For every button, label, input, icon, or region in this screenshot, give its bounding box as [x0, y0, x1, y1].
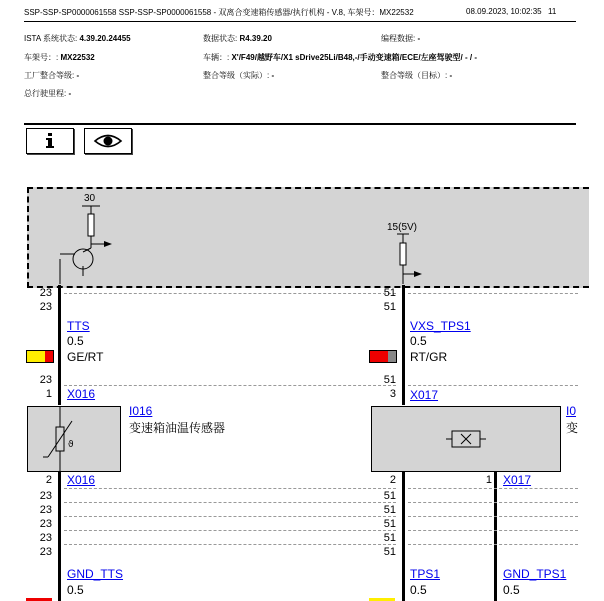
actual-level: 整合等级（实际）: - — [203, 71, 275, 80]
left-wire-lower — [58, 470, 61, 601]
ista-status: ISTA 系统状态: 4.39.20.24455 — [24, 34, 131, 43]
component-name: 变 — [566, 421, 579, 435]
wire-size: 0.5 — [503, 583, 520, 597]
left-terminal-label: 30 — [84, 193, 96, 204]
print-datetime: 08.09.2023, 10:02:35 — [466, 7, 542, 16]
connector-link-x017[interactable]: X017 — [410, 388, 439, 402]
vin: 车架号：: MX22532 — [24, 53, 95, 62]
pin-number: 23 — [39, 532, 52, 544]
programming-data: 编程数据: - — [381, 34, 421, 43]
pin-number: 23 — [39, 287, 52, 299]
pin-number: 51 — [383, 374, 396, 386]
data-status: 数据状态: R4.39.20 — [203, 34, 272, 43]
pin-number: 1 — [45, 388, 52, 400]
left-wire-upper — [58, 285, 61, 405]
pin-number: 23 — [39, 546, 52, 558]
document-title: SSP-SSP-SP0000061558 SSP-SSP-SP0000061558 - 双离合变速箱传感器/执行机构 - V.8, 车架号：MX22532 — [24, 8, 414, 17]
wire-link-tts[interactable]: TTS — [67, 319, 90, 333]
factory-level: 工厂整合等级: - — [24, 71, 80, 80]
target-level: 整合等级（目标）: - — [381, 71, 453, 80]
pin-number: 23 — [39, 518, 52, 530]
right-wire-lower — [402, 470, 405, 601]
wire-size: 0.5 — [410, 334, 427, 348]
pin-number: 23 — [39, 374, 52, 386]
connector-link-x017[interactable]: X017 — [503, 473, 532, 487]
component-link-right[interactable]: I0 — [566, 404, 577, 418]
right-wire-lower-2 — [494, 470, 497, 601]
wire-size: 0.5 — [410, 583, 427, 597]
pin-number: 23 — [39, 490, 52, 502]
pin-number: 23 — [39, 301, 52, 313]
component-link-i016[interactable]: I016 — [129, 404, 153, 418]
right-wire-upper — [402, 285, 405, 405]
pin-number: 51 — [383, 546, 396, 558]
wire-link-vxs-tps1[interactable]: VXS_TPS1 — [410, 319, 471, 333]
component-name: 变速箱油温传感器 — [129, 421, 226, 435]
wire-color-code: RT/GR — [410, 350, 448, 364]
pin-number: 51 — [383, 301, 396, 313]
right-terminal-label: 15(5V) — [387, 222, 418, 233]
mileage: 总行驶里程: - — [24, 89, 72, 98]
pin-number: 2 — [389, 474, 396, 486]
sensor-symbol-icon — [372, 407, 560, 471]
pin-number: 51 — [383, 287, 396, 299]
page-number: 11 — [548, 7, 557, 16]
wire-size: 0.5 — [67, 583, 84, 597]
wire-color-code: GE/RT — [67, 350, 104, 364]
pin-number: 3 — [389, 388, 396, 400]
connector-link-x016[interactable]: X016 — [67, 387, 96, 401]
pin-number: 23 — [39, 504, 52, 516]
svg-text:ϑ: ϑ — [68, 440, 74, 450]
vehicle: 车辆：: X'/F49/越野车/X1 sDrive25Li/B48,-/手动变速箱/ECE/左座驾驶型/ - / - — [203, 53, 477, 62]
wire-size: 0.5 — [67, 334, 84, 348]
pin-number: 51 — [383, 532, 396, 544]
pin-number: 51 — [383, 504, 396, 516]
pin-number: 1 — [485, 474, 492, 486]
pin-number: 51 — [383, 518, 396, 530]
pin-number: 2 — [45, 474, 52, 486]
thermistor-icon — [28, 407, 120, 471]
wire-color-swatch — [26, 350, 54, 363]
wire-link-tps1[interactable]: TPS1 — [410, 567, 441, 581]
oil-temp-sensor-component[interactable] — [27, 406, 121, 472]
wire-link-gnd-tts[interactable]: GND_TTS — [67, 567, 124, 581]
wire-link-gnd-tps1[interactable]: GND_TPS1 — [503, 567, 567, 581]
connector-link-x016[interactable]: X016 — [67, 473, 96, 487]
wire-color-swatch — [369, 350, 397, 363]
pin-number: 51 — [383, 490, 396, 502]
tps-sensor-component[interactable] — [371, 406, 561, 472]
